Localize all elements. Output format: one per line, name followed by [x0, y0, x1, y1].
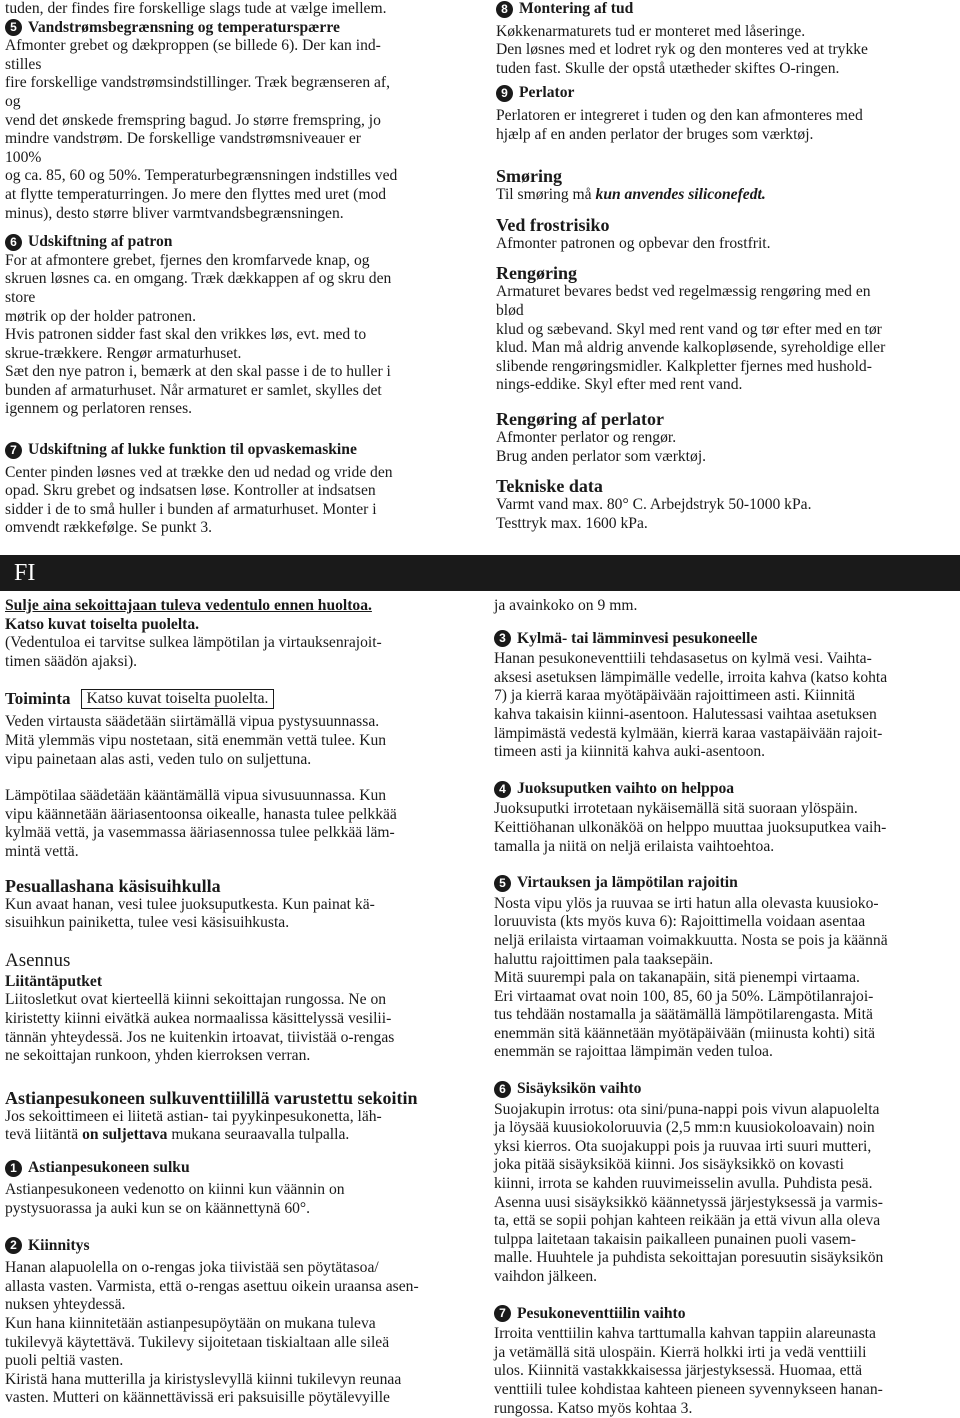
text-line: 100% [5, 148, 42, 166]
language-band-fi [0, 555, 960, 591]
text-line: fire forskellige vandstrømsindstillinger. Træk begrænseren af, [5, 74, 391, 92]
text-line: Den løsnes med et lodret ryk og den monteres ved at trykke [496, 41, 868, 59]
text-line: og ca. 85, 60 og 50%. Temperaturbegrænsningen indstilles ved [5, 167, 398, 185]
text-line: Afmonter grebet og dækproppen (se billede 6). Der kan ind- [5, 37, 381, 55]
number-5-badge: 5 [494, 875, 511, 892]
da-section-5-body [5, 37, 467, 223]
emphasis-text: kun anvendes siliconefedt. [595, 186, 766, 204]
text-line: klud. Man må aldrig anvende kalkopløsende, syreholdige eller [496, 339, 886, 357]
text-line: omvendt rækkefølge. Se punkt 3. [5, 519, 213, 537]
text-line: For at afmontere grebet, fjernes den kromfarvede knap, og [5, 251, 370, 269]
text-line: Jos sekoittimeen ei liitetä astian- tai pyykinpesukonetta, läh- [5, 1107, 382, 1125]
text-line: neljä erilaista virtaaman voimakkuutta. Nosta se pois ja käännä [494, 931, 888, 949]
text-line: Liitosletkut ovat kierteellä kiinni sekoittajan rungossa. Ne on [5, 991, 387, 1009]
text-span: mukana seuraavalla tulpalla. [167, 1126, 350, 1144]
text-line: aksesi asetuksen lämpimälle vedelle, irroita kahva (katso kohta [494, 668, 888, 686]
da-section-9-body [496, 107, 956, 144]
text-line: tulppa laitetaan takaisin paikalleen punainen puoli vasem- [494, 1230, 856, 1248]
text-line: enemmän sitä käännetään myötäpäivään (miinusta kohti) sitä [494, 1024, 876, 1042]
da-perlator-clean-heading: Rengøring af perlator [496, 408, 664, 429]
text-line: tuden fast. Skulle der opstå utætheder skiftes O-ringen. [496, 59, 840, 77]
number-3-badge: 3 [494, 630, 511, 647]
fi-section-4-heading [494, 780, 956, 799]
da-section-9-heading [496, 84, 956, 103]
text-line: Eri virtaamat ovat noin 100, 85, 60 ja 50%. Lämpötilanrajoi- [494, 987, 874, 1005]
text-line: ta, että se sopii pohjan kahteen reikään ja että vivun alla oleva [494, 1212, 881, 1230]
text-line: slibende rengøringsmidler. Kalkpletter fjernes med hushold- [496, 357, 872, 375]
da-intro-line: tuden, der findes fire forskellige slags tude at vælge imellem. [5, 0, 387, 17]
text-line: lämpimästä vedestä kylmään, kierrä karaa vastapäivään rajoit- [494, 724, 883, 742]
text-line: haluttu rajoittimen pala taaksepäin. [494, 950, 714, 968]
fi-section-5-title: Virtauksen ja lämpötilan rajoitin [517, 874, 738, 892]
text-line: minus), desto større bliver varmtvandsbegrænsningen. [5, 204, 344, 222]
text-line: loruuvista (kts myös kuva 6): Rajoittimella voidaan asentaa [494, 913, 866, 931]
text-line: Varmt vand max. 80° C. Arbejdstryk 50-1000 kPa. [496, 496, 812, 514]
text-line: skrue-trækkere. Rengør armaturhuset. [5, 344, 242, 362]
fi-section-2-title: Kiinnitys [28, 1236, 90, 1254]
text-line: store [5, 288, 36, 306]
text-line: enemmän se rajoittaa lämpimän veden tuloa. [494, 1043, 773, 1061]
text-line: vend det ønskede fremspring bagud. Jo større fremspring, jo [5, 111, 381, 129]
text-line: Sæt den nye patron i, bemærk at den skal passe i de to huller i [5, 363, 391, 381]
fi-section-4-title: Juoksuputken vaihto on helppoa [517, 779, 735, 797]
text-line: og [5, 92, 21, 110]
text-line: tännän yhteydessä. Jos ne kuitenkin irtoavat, tiivistää o-rengas [5, 1028, 395, 1046]
text-line: møtrik op der holder patronen. [5, 307, 196, 325]
text-line: Hanan alapuolella on o-rengas joka tiivistää sen pöytätasoa/ [5, 1259, 379, 1277]
text-line: vaihdon jälkeen. [494, 1268, 598, 1285]
da-section-8-heading [496, 0, 956, 19]
text-line: Asenna uusi sisäyksikkö käännetyssä järjestyksessä ja varmis- [494, 1193, 883, 1211]
text-line: venttiili tulee kohdistaa kahteen pieneen syvennykseen hanan- [494, 1380, 883, 1398]
language-label: FI [14, 560, 36, 586]
fi-asennus-subheading: Liitäntäputket [5, 972, 103, 990]
fi-dishwasher-line-2 [5, 1126, 467, 1145]
text-line: sidder i de to små huller i bunden af armaturhuset. Monter i [5, 500, 377, 518]
text-line: 7) ja kierrä karaa myötäpäivään rajoittimeen asti. Kiinnitä [494, 687, 856, 705]
da-smoring-text [496, 186, 956, 205]
da-section-5-heading [5, 19, 467, 38]
fi-section-2-heading [5, 1237, 467, 1256]
number-4-badge: 4 [494, 781, 511, 798]
text-line: tus tehdään nostamalla ja säätämällä lämpötilarengasta. Mitä [494, 1006, 873, 1024]
text-line: vasten. Mutteri on käännettävissä eri paksuisille pöytälevyille [5, 1389, 390, 1407]
text-line: ja löysää kuusiokoloruuvia (2,5 mm:n kuusiokoloavain) noin [494, 1119, 875, 1137]
text-line: hjælp af en anden perlator der bruges som værktøj. [496, 125, 814, 143]
bold-text: on suljettava [82, 1126, 168, 1144]
da-right-column [496, 0, 956, 533]
text-line: ja avainkoko on 9 mm. [494, 597, 638, 614]
text-line: nuksen yhteydessä. [5, 1296, 126, 1314]
fi-warning-bold: Katso kuvat toiselta puolelta. [5, 615, 200, 633]
da-section-7-body [5, 464, 467, 538]
text-line: kiinni, irrota se kahden ruuvimeisselin avulla. Puhdista pesä. [494, 1175, 873, 1193]
text-line: ne sekoittajan runkoon, yhden kierroksen verran. [5, 1047, 311, 1065]
text-line: Brug anden perlator som værktøj. [496, 447, 707, 465]
text-line: Testtryk max. 1600 kPa. [496, 514, 648, 532]
text-line: ja vetämällä sitä ulospäin. Kierrä holkki irti ja vedä venttiili [494, 1343, 867, 1361]
text-line: Veden virtausta säädetään siirtämällä vipua pystysuunnassa. [5, 713, 380, 731]
text-line: Hanan pesukoneventtiili tehdasasetus on kylmä vesi. Vaihta- [494, 650, 872, 668]
text-line: Kiristä hana mutterilla ja kiristyslevyllä kiinni tukilevyn reunaa [5, 1370, 402, 1388]
da-frost-heading: Ved frostrisiko [496, 214, 610, 235]
fi-section-6-heading [494, 1080, 956, 1099]
text-span: tevä liitäntä [5, 1126, 83, 1144]
fi-section-6-title: Sisäyksikön vaihto [517, 1080, 642, 1098]
number-7-badge: 7 [494, 1305, 511, 1322]
fi-warning-underlined: Sulje aina sekoittajaan tuleva vedentulo ennen huoltoa. [5, 597, 372, 614]
text-line: sisuihkun painiketta, tulee vesi käsisuihkusta. [5, 914, 290, 932]
fi-dishwasher-heading: Astianpesukoneen sulkuventtiilillä varustettu sekoitin [5, 1087, 418, 1108]
text-line: kiristetty kiinni eivätkä aukea normaalissa käsittelyssä vesilii- [5, 1009, 392, 1027]
text-line: Astianpesukoneen vedenotto on kiinni kun väännin on [5, 1181, 345, 1199]
da-section-6-body [5, 252, 467, 419]
fi-left-column [5, 597, 467, 1408]
text-span: Til smøring må [496, 186, 596, 204]
text-line: Center pinden løsnes ved at trække den ud nedad og vride den [5, 463, 393, 481]
fi-section-3-heading [494, 630, 956, 649]
text-line: Afmonter patronen og opbevar den frostfrit. [496, 234, 771, 252]
text-line: bunden af armaturhuset. Når armaturet er samlet, skylles det [5, 381, 382, 399]
text-line: nings-eddike. Skyl efter med rent vand. [496, 376, 743, 394]
fi-section-5-heading [494, 874, 956, 893]
fi-section-1-title: Astianpesukoneen sulku [28, 1158, 190, 1176]
number-6-badge: 6 [5, 234, 22, 251]
da-section-7-title: Udskiftning af lukke funktion til opvaskemaskine [28, 441, 357, 459]
fi-section-1-heading [5, 1159, 467, 1178]
text-line: timen säädön ajaksi). [5, 652, 138, 670]
number-8-badge: 8 [496, 1, 513, 18]
text-line: tamalla ja niitä on neljä erilaista vaihtoehtoa. [494, 837, 775, 855]
text-line: mintä vettä. [5, 842, 79, 860]
text-line: Kun hana kiinnitetään astianpesupöytään on mukana tuleva [5, 1315, 376, 1333]
text-line: at flytte temperaturringen. Jo mere den flyttes med uret (mod [5, 185, 387, 203]
da-section-6-heading [5, 233, 467, 252]
text-line: Nosta vipu ylös ja ruuvaa se irti hatun alla olevasta kuusioko- [494, 894, 879, 912]
da-rengoring-body [496, 283, 956, 395]
fi-toiminta-title: Toiminta [5, 689, 71, 709]
fi-asennus-heading: Asennus [5, 949, 71, 971]
number-5-badge: 5 [5, 19, 22, 36]
da-left-column [5, 0, 467, 538]
fi-section-3-title: Kylmä- tai lämminvesi pesukoneelle [517, 629, 758, 647]
fi-section-7-title: Pesukoneventtiilin vaihto [517, 1304, 686, 1322]
text-line: (Vedentuloa ei tarvitse sulkea lämpötilan ja virtauksenrajoit- [5, 634, 382, 652]
text-line: Keittiöhanan ulkonäköä on helppo muuttaa juoksuputkea vaih- [494, 818, 887, 836]
fi-shower-heading: Pesuallashana käsisuihkulla [5, 875, 221, 896]
text-line: Lämpötilaa säädetään kääntämällä vipua sivusuunnassa. Kun [5, 787, 387, 805]
number-9-badge: 9 [496, 85, 513, 102]
text-line: timeen asti ja kiinnitä kahva auki-asentoon. [494, 743, 766, 761]
da-section-6-title: Udskiftning af patron [28, 233, 173, 251]
text-line: allasta vasten. Varmista, että o-rengas asettuu oikein uraansa asen- [5, 1277, 419, 1295]
da-rengoring-heading: Rengøring [496, 263, 577, 284]
text-line: malle. Huuhtele ja puhdista sekoittajan poresuutin sisäyksikön [494, 1249, 884, 1267]
text-line: igennem og perlatoren renses. [5, 400, 193, 418]
text-line: Suojakupin irrotus: ota sini/puna-nappi pois vivun alapuolelta [494, 1100, 880, 1118]
text-line: opad. Skru grebet og indsatsen løse. Kontroller at indsatsen [5, 482, 376, 500]
text-line: Afmonter perlator og rengør. [496, 428, 677, 446]
da-section-8-body [496, 23, 956, 79]
da-section-5-title: Vandstrømsbegrænsning og temperaturspærre [28, 18, 340, 36]
text-line: rungossa. Katso myös kohtaa 3. [494, 1399, 693, 1417]
text-line: Juoksuputki irrotetaan nykäisemällä sitä suoraan ylöspäin. [494, 800, 858, 818]
text-line: Mitä suurempi pala on takanapäin, sitä pienempi virtaama. [494, 969, 860, 987]
text-line: pystysuorassa ja auki kun se on käännettynä 60°. [5, 1200, 311, 1218]
fi-section-7-heading [494, 1305, 956, 1324]
text-line: Mitä ylemmäs vipu nostetaan, sitä enemmän vettä tulee. Kun [5, 731, 387, 749]
text-line: Køkkenarmaturets tud er monteret med låseringe. [496, 22, 806, 40]
da-section-7-heading [5, 441, 467, 460]
text-line: klud og sæbevand. Skyl med rent vand og tør efter med en tør [496, 320, 882, 338]
text-line: tukilevyä käytettävä. Tukilevy sijoitetaan tiskialtaan alle sileä [5, 1333, 390, 1351]
see-images-box: Katso kuvat toiselta puolelta. [81, 689, 275, 709]
da-smoring-heading: Smøring [496, 166, 563, 187]
text-line: kylmää vettä, ja vasemmassa ääriasennossa tulee pelkkää läm- [5, 824, 395, 842]
text-line: Irroita venttiilin kahva tarttumalla kahvan tappiin alareunasta [494, 1325, 876, 1343]
text-line: Armaturet bevares bedst ved regelmæssig rengøring med en [496, 283, 871, 301]
text-line: vipu painetaan alas asti, veden tulo on suljettuna. [5, 750, 312, 768]
text-line: Hvis patronen sidder fast skal den vrikkes løs, evt. med to [5, 326, 367, 344]
text-line: mindre vandstrøm. De forskellige vandstrømsniveauer er [5, 130, 361, 148]
number-2-badge: 2 [5, 1237, 22, 1254]
text-line: stilles [5, 55, 42, 73]
da-section-8-title: Montering af tud [519, 0, 634, 17]
text-line: blød [496, 301, 524, 319]
da-tech-heading: Tekniske data [496, 476, 603, 497]
number-7-badge: 7 [5, 442, 22, 459]
text-line: joka pitää sisäyksiköä kiinni. Jos sisäyksikkö on kovasti [494, 1156, 844, 1174]
number-1-badge: 1 [5, 1160, 22, 1177]
text-line: skruen løsnes ca. en omgang. Træk dækkappen af og skru den [5, 270, 392, 288]
text-line: ulos. Kiinnitä vastakkkaisessa järjestyksessä. Huomaa, että [494, 1362, 863, 1380]
text-line: vipu käännetään ääriasentoonsa oikealle, hanasta tulee pelkkää [5, 805, 397, 823]
fi-toiminta-heading [5, 689, 467, 709]
da-section-9-title: Perlator [519, 84, 575, 102]
text-line: yksi kierros. Ota suojakuppi pois ja ruuvaa irti suuri mutteri, [494, 1137, 872, 1155]
text-line: kahva takaisin kiinni-asentoon. Halutessasi vaihtaa asetuksen [494, 705, 877, 723]
text-line: puoli peltiä vasten. [5, 1352, 124, 1370]
text-line: Kun avaat hanan, vesi tulee juoksuputkesta. Kun painat kä- [5, 895, 375, 913]
text-line: Perlatoren er integreret i tuden og den kan afmonteres med [496, 106, 863, 124]
fi-right-column [494, 597, 956, 1418]
number-6-badge: 6 [494, 1081, 511, 1098]
